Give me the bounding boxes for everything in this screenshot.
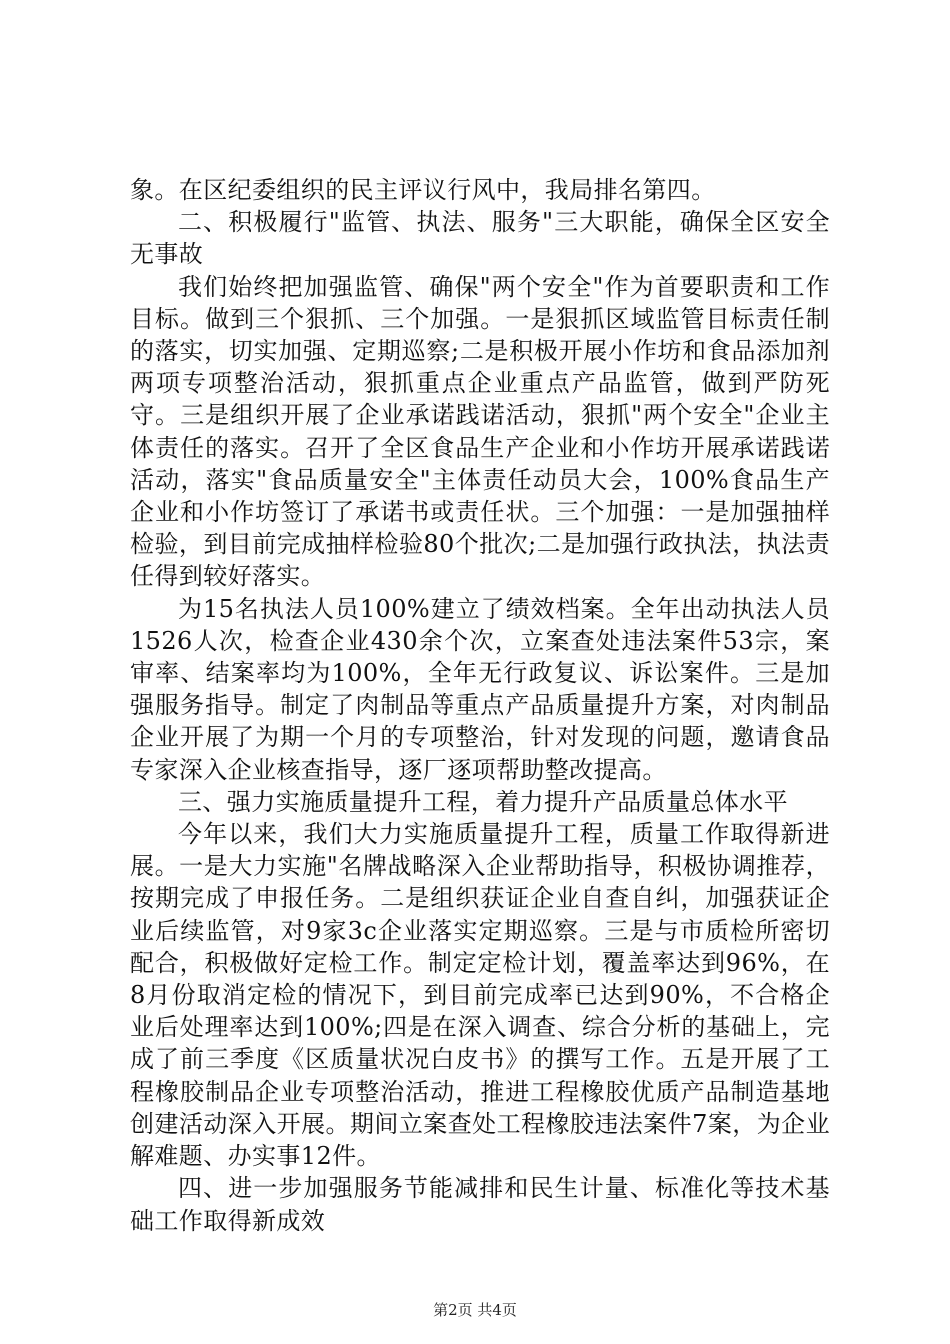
page-number-footer: 第2页 共4页: [433, 1301, 517, 1319]
section-heading-2: 二、积极履行"监管、执法、服务"三大职能，确保全区安全无事故: [130, 208, 830, 269]
paragraph-quality: 今年以来，我们大力实施质量提升工程，质量工作取得新进展。一是大力实施"名牌战略深入企业帮助指导，积极协调推荐，按期完成了申报任务。二是组织获证企业自查自纠，加强获证企业后续监管，对9家3c企业落实定期巡察。三是与市质检所密切配合，积极做好定检工作。制定定检计划，覆盖率达到96%，在8月份取消定检的情况下，到目前完成率已达到90%，不合格企业后处理率达到100%;四是在深入调查、综合分析的基础上，完成了前三季度《区质量状况白皮书》的撰写工作。五是开展了工程橡胶制品企业专项整治活动，推进工程橡胶优质产品制造基地创建活动深入开展。期间立案查处工程橡胶违法案件7案，为企业解难题、办实事12件。: [130, 820, 830, 1171]
section-heading-3: 三、强力实施质量提升工程，着力提升产品质量总体水平: [178, 787, 788, 816]
paragraph-continuation: 象。在区纪委组织的民主评议行风中，我局排名第四。: [130, 176, 716, 204]
section-heading-4: 四、进一步加强服务节能减排和民生计量、标准化等技术基础工作取得新成效: [130, 1174, 830, 1235]
paragraph-enforcement: 为15名执法人员100%建立了绩效档案。全年出动执法人员1526人次，检查企业430余个次，立案查处违法案件53宗，案审率、结案率均为100%，全年无行政复议、诉讼案件。三是加强服务指导。制定了肉制品等重点产品质量提升方案，对肉制品企业开展了为期一个月的专项整治，针对发现的问题，邀请食品专家深入企业核查指导，逐厂逐项帮助整改提高。: [130, 594, 830, 784]
paragraph-supervision: 我们始终把加强监管、确保"两个安全"作为首要职责和工作目标。做到三个狠抓、三个加强。一是狠抓区域监管目标责任制的落实，切实加强、定期巡察;二是积极开展小作坊和食品添加剂两项专项整治活动，狠抓重点企业重点产品监管，做到严防死守。三是组织开展了企业承诺践诺活动，狠抓"两个安全"企业主体责任的落实。召开了全区食品生产企业和小作坊开展承诺践诺活动，落实"食品质量安全"主体责任动员大会，100%食品生产企业和小作坊签订了承诺书或责任状。三个加强：一是加强抽样检验，到目前完成抽样检验80个批次;二是加强行政执法，执法责任得到较好落实。: [130, 272, 830, 591]
document-body: [130, 174, 830, 1237]
